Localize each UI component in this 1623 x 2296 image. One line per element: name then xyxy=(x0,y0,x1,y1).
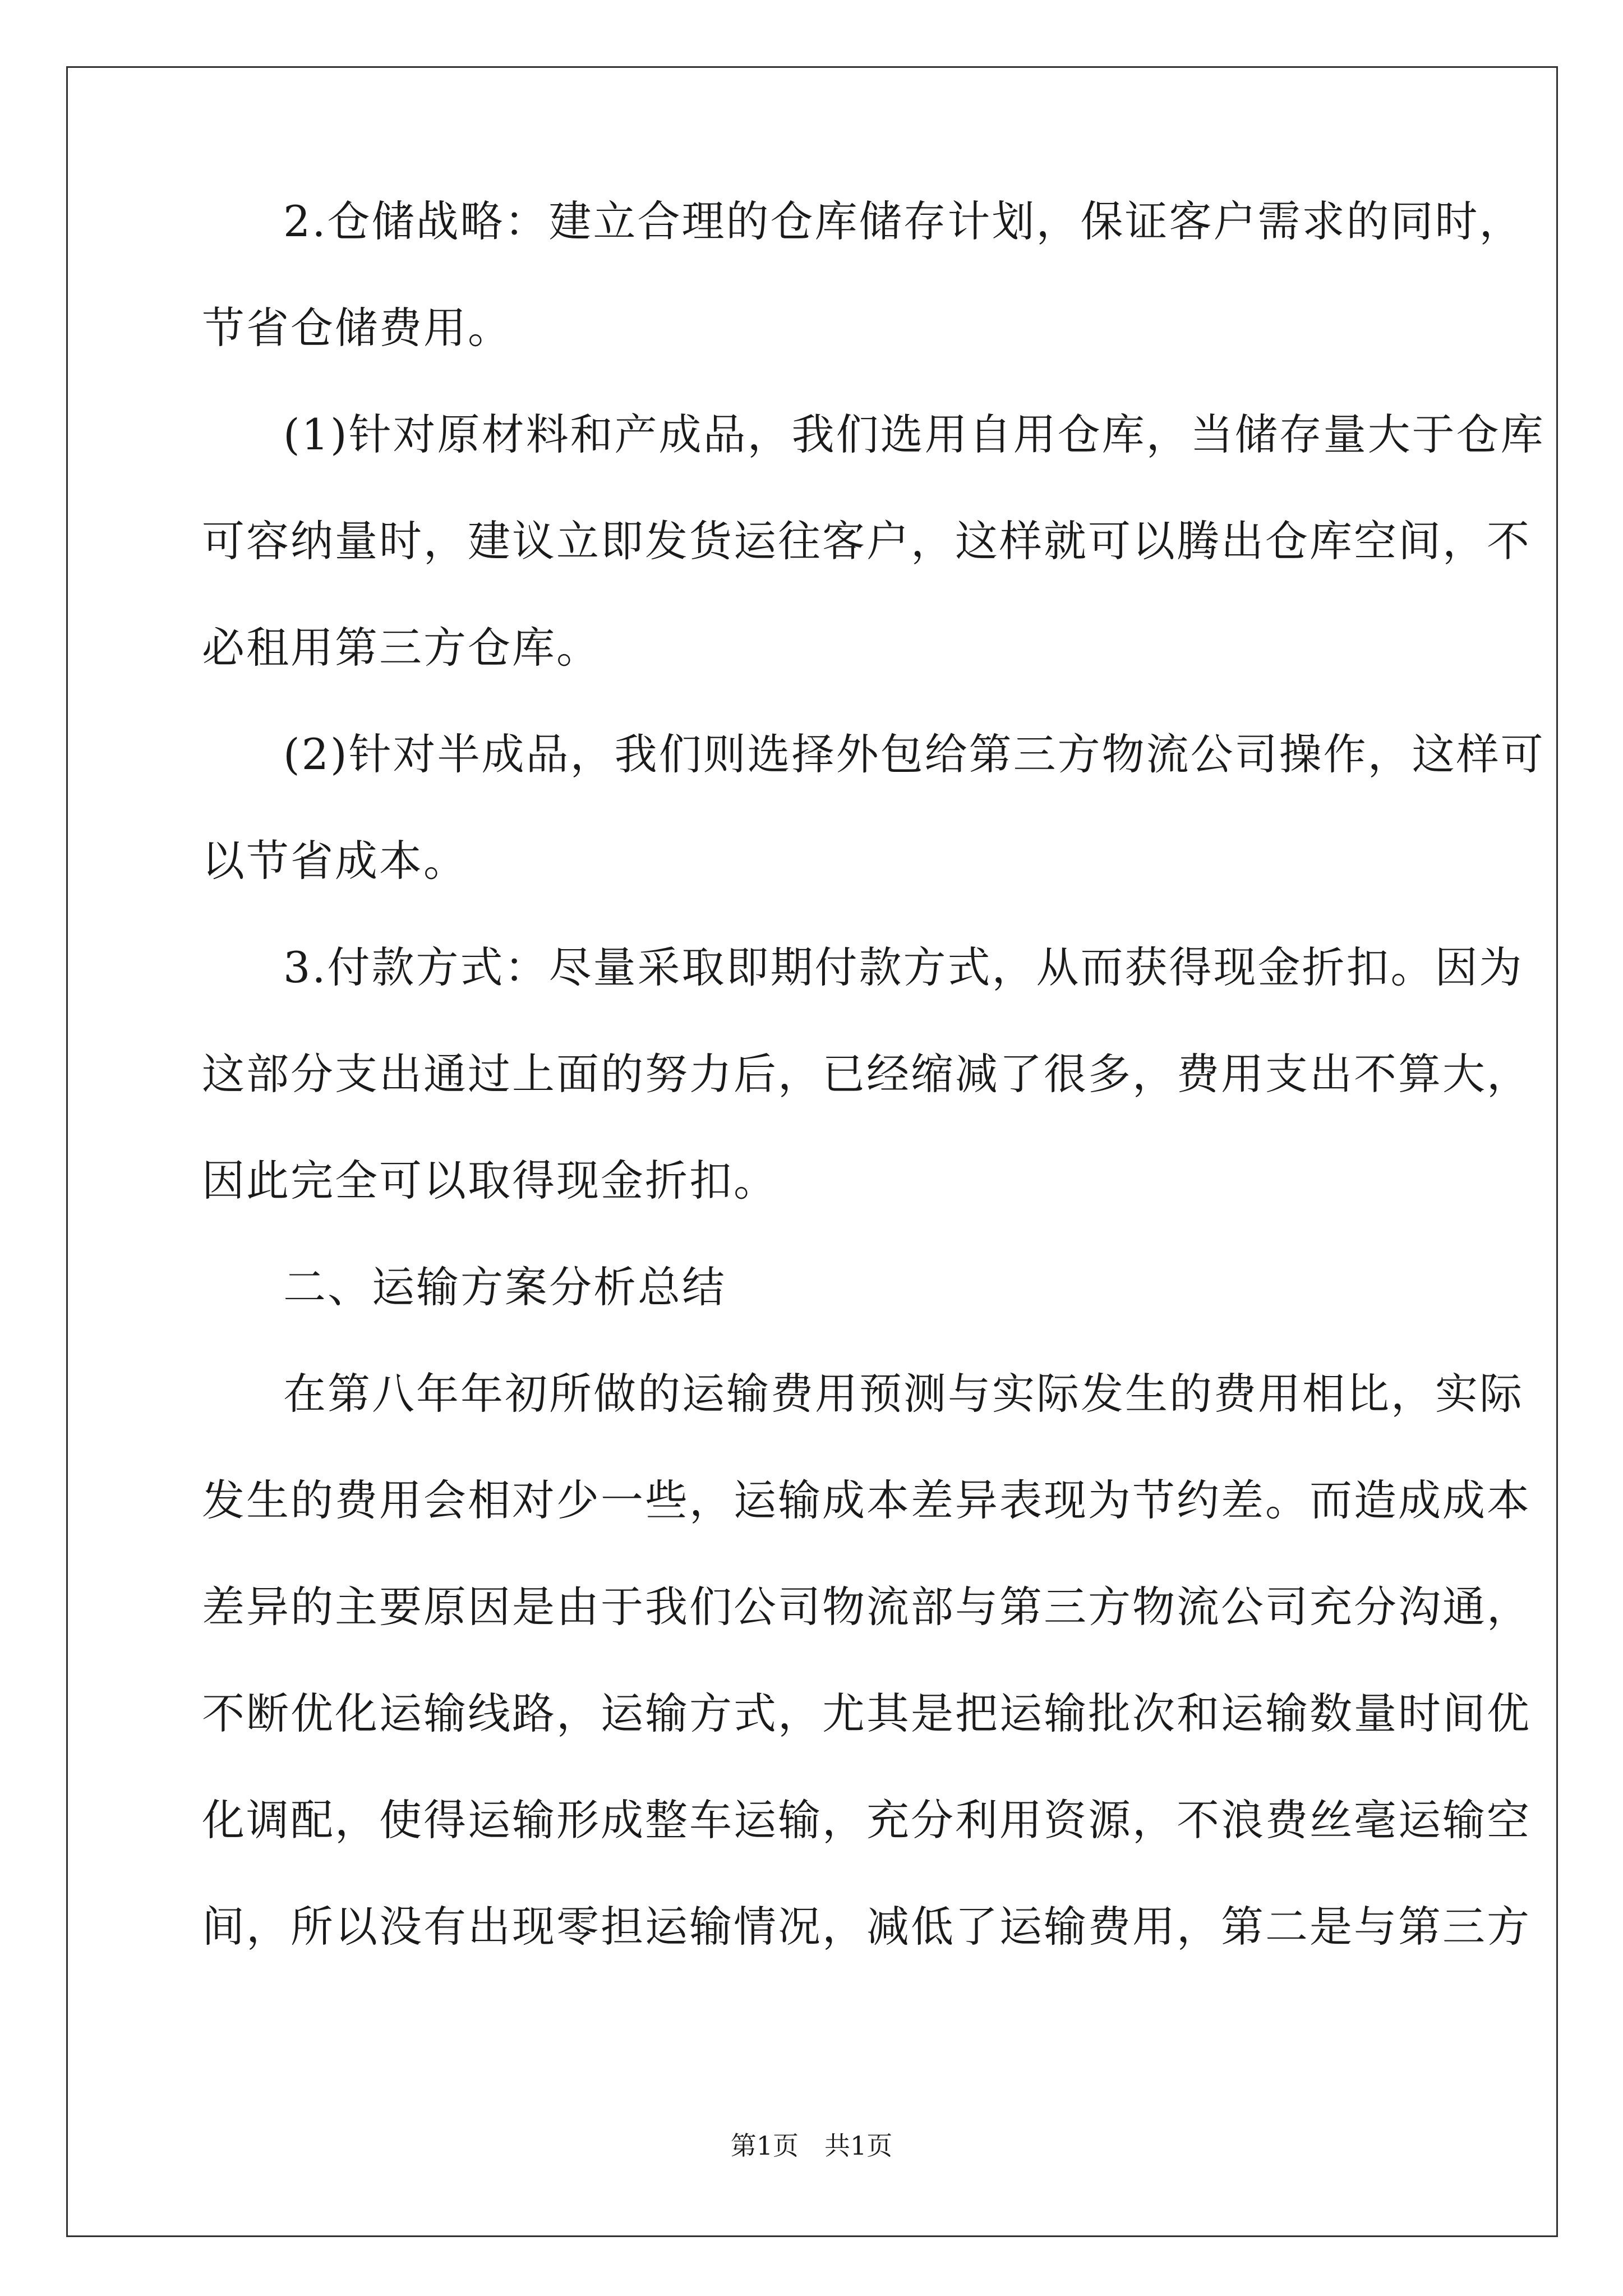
paragraph-line: 2.仓储战略：建立合理的仓库储存计划，保证客户需求的同时， xyxy=(283,196,1524,246)
paragraph-line: 以节省成本。 xyxy=(202,836,468,886)
paragraph-line: 间，所以没有出现零担运输情况，减低了运输费用，第二是与第三方 xyxy=(202,1902,1531,1952)
paragraph-line: 不断优化运输线路，运输方式，尤其是把运输批次和运输数量时间优 xyxy=(202,1688,1531,1738)
paragraph-line: 必租用第三方仓库。 xyxy=(202,623,601,673)
paragraph-line: 这部分支出通过上面的努力后，已经缩减了很多，费用支出不算大， xyxy=(202,1049,1531,1099)
page-footer: 第1页 共1页 xyxy=(730,2131,893,2161)
section-heading: 二、运输方案分析总结 xyxy=(283,1262,726,1312)
paragraph-line: 可容纳量时，建议立即发货运往客户，这样就可以腾出仓库空间，不 xyxy=(202,516,1531,566)
paragraph-line: 因此完全可以取得现金折扣。 xyxy=(202,1156,778,1205)
paragraph-line: 3.付款方式：尽量采取即期付款方式，从而获得现金折扣。因为 xyxy=(283,942,1524,992)
paragraph-line: 化调配，使得运输形成整车运输，充分利用资源，不浪费丝毫运输空 xyxy=(202,1795,1531,1845)
paragraph-line: 差异的主要原因是由于我们公司物流部与第三方物流公司充分沟通， xyxy=(202,1582,1531,1632)
paragraph-line: (1)针对原材料和产成品，我们选用自用仓库，当储存量大于仓库 xyxy=(283,409,1545,459)
paragraph-line: 在第八年年初所做的运输费用预测与实际发生的费用相比，实际 xyxy=(283,1369,1524,1419)
paragraph-line: (2)针对半成品，我们则选择外包给第三方物流公司操作，这样可 xyxy=(283,729,1545,779)
paragraph-line: 发生的费用会相对少一些，运输成本差异表现为节约差。而造成成本 xyxy=(202,1475,1531,1525)
paragraph-line: 节省仓储费用。 xyxy=(202,303,512,353)
